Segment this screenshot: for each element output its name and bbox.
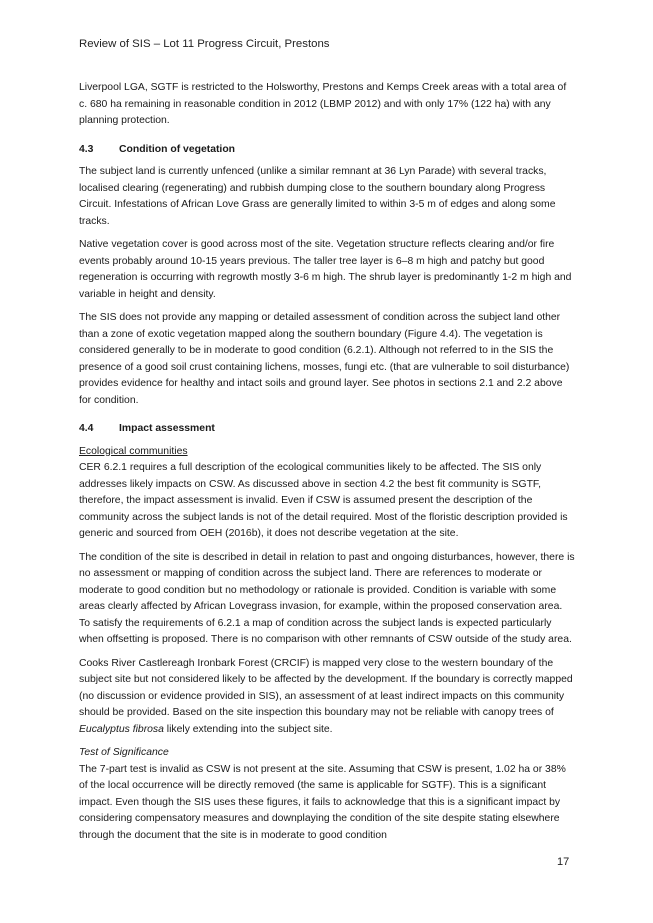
paragraph: The condition of the site is described in detail in relation to past and ongoing disturbances, however, there is no assessment or mapping of condition across the subject land. There are references to moderate or moderate to good condition but no methodology or rationale is provided. Condition is variable with some areas clearly affected by African Lovegrass invasion, for example, within the proposed conservation area. To satisfy the requirements of 6.2.1 a map of condition across the subject lands is expected particularly when offsetting is proposed. There is no comparison with other remnants of CSW outside of the study area.: [79, 551, 575, 645]
running-header: Review of SIS – Lot 11 Progress Circuit, Prestons: [79, 38, 330, 50]
paragraph: Native vegetation cover is good across most of the site. Vegetation structure reflects clearing and/or fire events probably around 10-15 years previous. The taller tree layer is 6–8 m high and patchy but good regeneration is occurring with regrowth mostly 3-6 m high. The shrub layer is predominantly 1-2 m high and variable in height and density.: [79, 239, 572, 300]
page-number: 17: [557, 856, 570, 868]
section-heading-4-4: [79, 421, 575, 438]
paragraph: The SIS does not provide any mapping or detailed assessment of condition across the subject land other than a zone of exotic vegetation mapped along the southern boundary (Figure 4.4). The vegetation is considered generally to be in moderate to good condition (6.2.1). Although not referred to in the SIS the presence of a good soil crust containing lichens, mosses, fungi etc. (that are vulnerable to soil disturbance) provides evidence for healthy and intact soils and ground layer. See photos in sections 2.1 and 2.2 above for condition.: [79, 312, 570, 406]
section-number: 4.4: [79, 423, 94, 434]
paragraph: The 7-part test is invalid as CSW is not present at the site. Assuming that CSW is present, 1.02 ha or 38% of the local occurrence will be directly removed (the same is applicable for SGTF). This is a significant impact. Even though the SIS uses these figures, it fails to acknowledge that this is a significant impact by considering compensatory measures and downplaying the condition of the site despite stating elsewhere through the document that the site is in moderate to good condition: [79, 763, 566, 841]
paragraph-intro: Liverpool LGA, SGTF is restricted to the Holsworthy, Prestons and Kemps Creek areas with a total area of c. 680 ha remaining in reasonable condition in 2012 (LBMP 2012) and with only 17% (122 ha) with any planning protection.: [79, 82, 567, 126]
paragraph: [79, 656, 575, 739]
paragraph: The subject land is currently unfenced (unlike a similar remnant at 36 Lyn Parade) with several tracks, localised clearing (regenerating) and rubbish dumping close to the southern boundary along Progress Circuit. Infestations of African Love Grass are generally limited to within 3-5 m of edges and along some tracks.: [79, 166, 556, 227]
section-heading-4-3: [79, 142, 575, 159]
section-number: 4.3: [79, 143, 94, 155]
section-title: Condition of vegetation: [119, 143, 236, 155]
subheading-ecological-communities: Ecological communities: [79, 445, 188, 457]
text-run: likely extending into the subject site.: [163, 723, 333, 735]
paragraph: CER 6.2.1 requires a full description of the ecological communities likely to be affected. The SIS only addresses likely impacts on CSW. As discussed above in section 4.2 the best fit community is SGTF, therefore, the impact assessment is invalid. Even if CSW is assumed present the description of the community across the subject lands is not of the detail required. Most of the floristic description provided is generic and sourced from OEH (2016b), it does not describe vegetation at the site.: [79, 462, 568, 539]
section-title: Impact assessment: [119, 423, 215, 434]
subheading-test-of-significance: Test of Significance: [79, 747, 169, 758]
species-name: Eucalyptus fibrosa: [79, 723, 164, 735]
text-run: Cooks River Castlereagh Ironbark Forest (CRCIF) is mapped very close to the western boundary of the subject site but not considered likely to be affected by the development. If the boundary is correctly mapped (no discussion or evidence provided in SIS), an assessment of at least indirect impacts on this community should be provided. Based on the site inspection this boundary may not be reliable with canopy trees of: [79, 657, 573, 718]
body-text: [79, 80, 575, 851]
